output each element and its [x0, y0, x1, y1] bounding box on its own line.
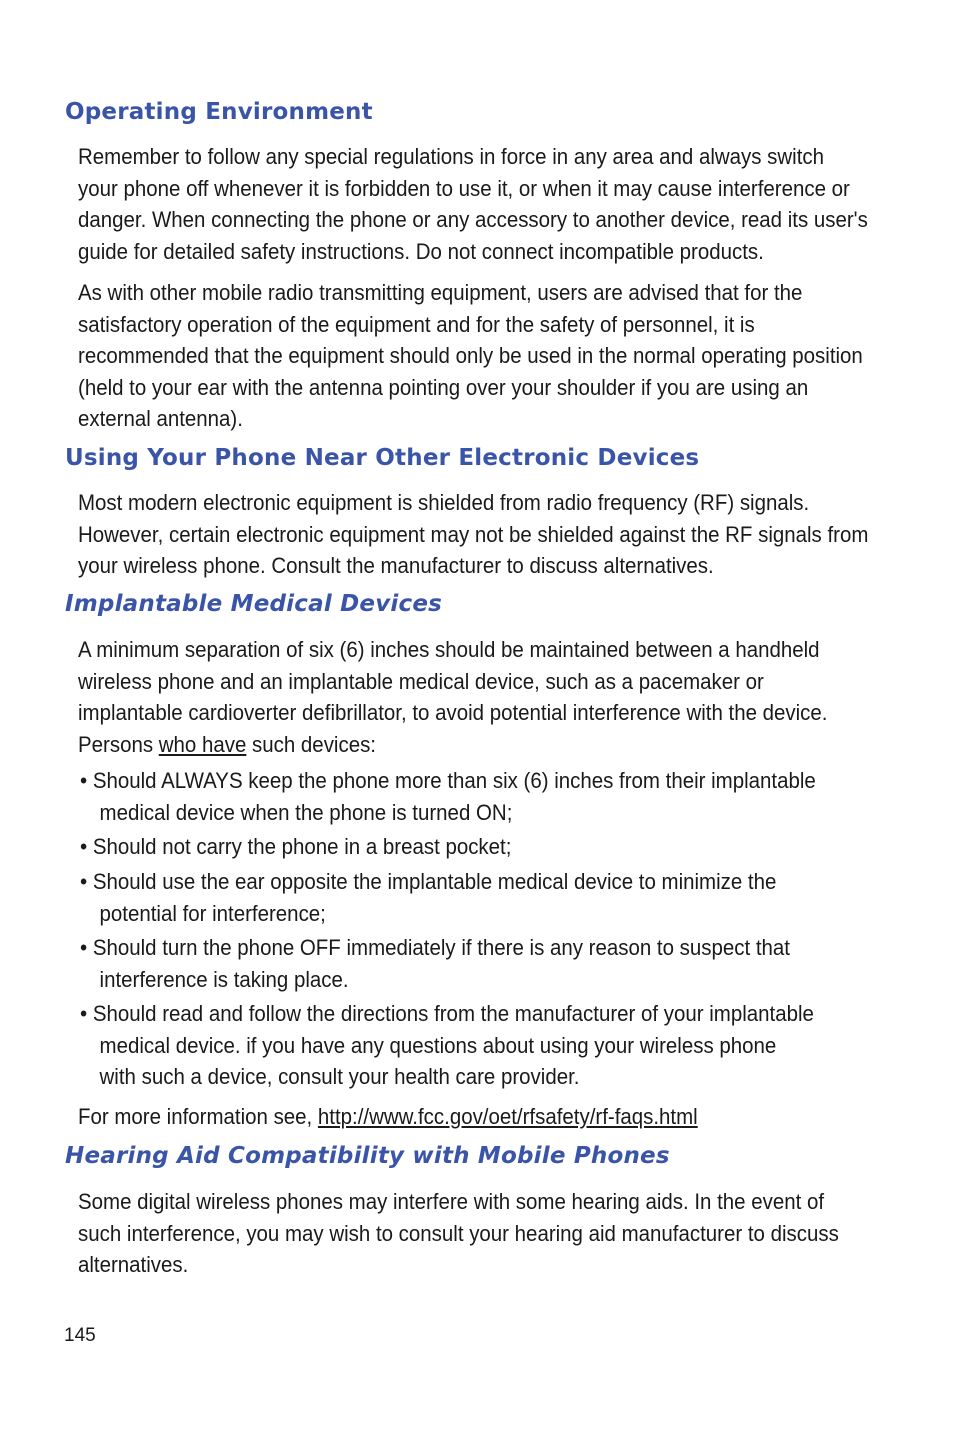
bullet-continuation: interference is taking place.	[99, 966, 349, 992]
heading-electronic-devices: Using Your Phone Near Other Electronic Devices	[65, 445, 700, 471]
bullet-first-line: • Should read and follow the directions from the manufacturer of your implantable	[80, 1001, 814, 1026]
paragraph-implantable-text-start: A minimum separation of six (6) inches should be maintained between a handheld wireless phone and an implantable medical device, such as a pacemaker or implantable cardioverter defibrillator, to avoid potential interference with the device. Persons	[78, 637, 828, 757]
heading-implantable-medical-devices: Implantable Medical Devices	[65, 591, 443, 617]
bullet-first-line: • Should turn the phone OFF immediately if there is any reason to suspect that	[80, 935, 790, 960]
bullet-first-line: • Should use the ear opposite the implantable medical device to minimize the	[80, 869, 777, 894]
paragraph-operating-2: As with other mobile radio transmitting equipment, users are advised that for the satisfactory operation of the equipment and for the safety of personnel, it is recommended that the equipment should only be used in the normal operating position (held to your ear with the antenna pointing over your shoulder if you are using an external antenna).	[78, 280, 863, 431]
bullet-continuation: potential for interference;	[99, 900, 326, 926]
bullet-continuation: medical device when the phone is turned ON;	[99, 799, 513, 825]
bullet-item	[80, 998, 843, 1093]
paragraph-hearing-1: Some digital wireless phones may interfere with some hearing aids. In the event of such interference, you may wish to consult your hearing aid manufacturer to discuss alternatives.	[78, 1189, 839, 1277]
bullet-first-line: • Should ALWAYS keep the phone more than six (6) inches from their implantable	[80, 768, 816, 793]
more-info-line	[78, 1101, 869, 1133]
bullet-item	[80, 866, 843, 929]
bullet-item	[80, 932, 843, 995]
heading-hearing-aid-compatibility: Hearing Aid Compatibility with Mobile Phones	[65, 1143, 670, 1169]
bullet-continuation: medical device. if you have any questions about using your wireless phone with such a device, consult your health care provider.	[99, 1032, 777, 1089]
bullet-first-line: • Should not carry the phone in a breast pocket;	[80, 834, 512, 859]
fcc-rf-faqs-link[interactable]: http://www.fcc.gov/oet/rfsafety/rf-faqs.html	[317, 1104, 698, 1129]
paragraph-operating-1: Remember to follow any special regulations in force in any area and always switch your phone off whenever it is forbidden to use it, or when it may cause interference or danger. When connecting the phone or any accessory to another device, read its user's guide for detailed safety instructions. Do not connect incompatible products.	[78, 144, 868, 264]
paragraph-electronic-1: Most modern electronic equipment is shielded from radio frequency (RF) signals. However, certain electronic equipment may not be shielded against the RF signals from your wireless phone. Consult the manufacturer to discuss alternatives.	[78, 490, 869, 578]
paragraph-implantable-1	[78, 634, 869, 760]
more-info-label: For more information see,	[78, 1104, 318, 1129]
bullet-item	[80, 831, 843, 863]
bullet-item	[80, 765, 843, 828]
underlined-who-have: who have	[158, 731, 247, 757]
paragraph-implantable-text-end: such devices:	[246, 731, 376, 757]
heading-operating-environment: Operating Environment	[65, 99, 373, 125]
page-number: 145	[64, 1325, 96, 1346]
